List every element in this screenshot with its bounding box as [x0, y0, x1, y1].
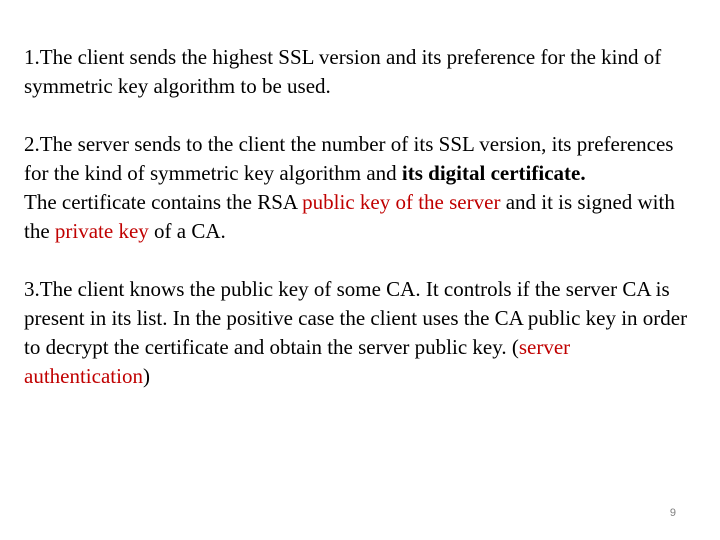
private-key-highlight: private key [54, 219, 149, 243]
slide-body [24, 43, 696, 391]
page-number: 9 [669, 507, 676, 519]
step-1-text: 1.The client sends the highest SSL version and its preference for the kind of symmetric key algorithm to be used. [24, 45, 662, 98]
step-3-text-end: ) [142, 364, 150, 388]
certificate-text-b: and it is signed with the [24, 190, 675, 243]
certificate-text-a: The certificate contains the RSA [24, 190, 303, 214]
certificate-text-c: of a CA. [148, 219, 226, 243]
step-3-paragraph [24, 275, 696, 391]
paragraph-spacer [24, 101, 696, 130]
step-1-paragraph [24, 43, 696, 101]
step-3-text: 3.The client knows the public key of some CA. It controls if the server CA is present in its list. In the positive case the client uses the CA public key in order to decrypt the certificate and obtain the server public key. ( [24, 277, 688, 359]
paragraph-spacer [24, 246, 696, 275]
step-2-paragraph [24, 130, 696, 246]
step-2-bold-text: its digital certificate. [401, 161, 586, 185]
step-2-text: 2.The server sends to the client the number of its SSL version, its preferences for the kind of symmetric key algorithm and [24, 132, 674, 185]
server-authentication-highlight: server authentication [24, 335, 571, 388]
public-key-highlight: public key of the server [302, 190, 501, 214]
